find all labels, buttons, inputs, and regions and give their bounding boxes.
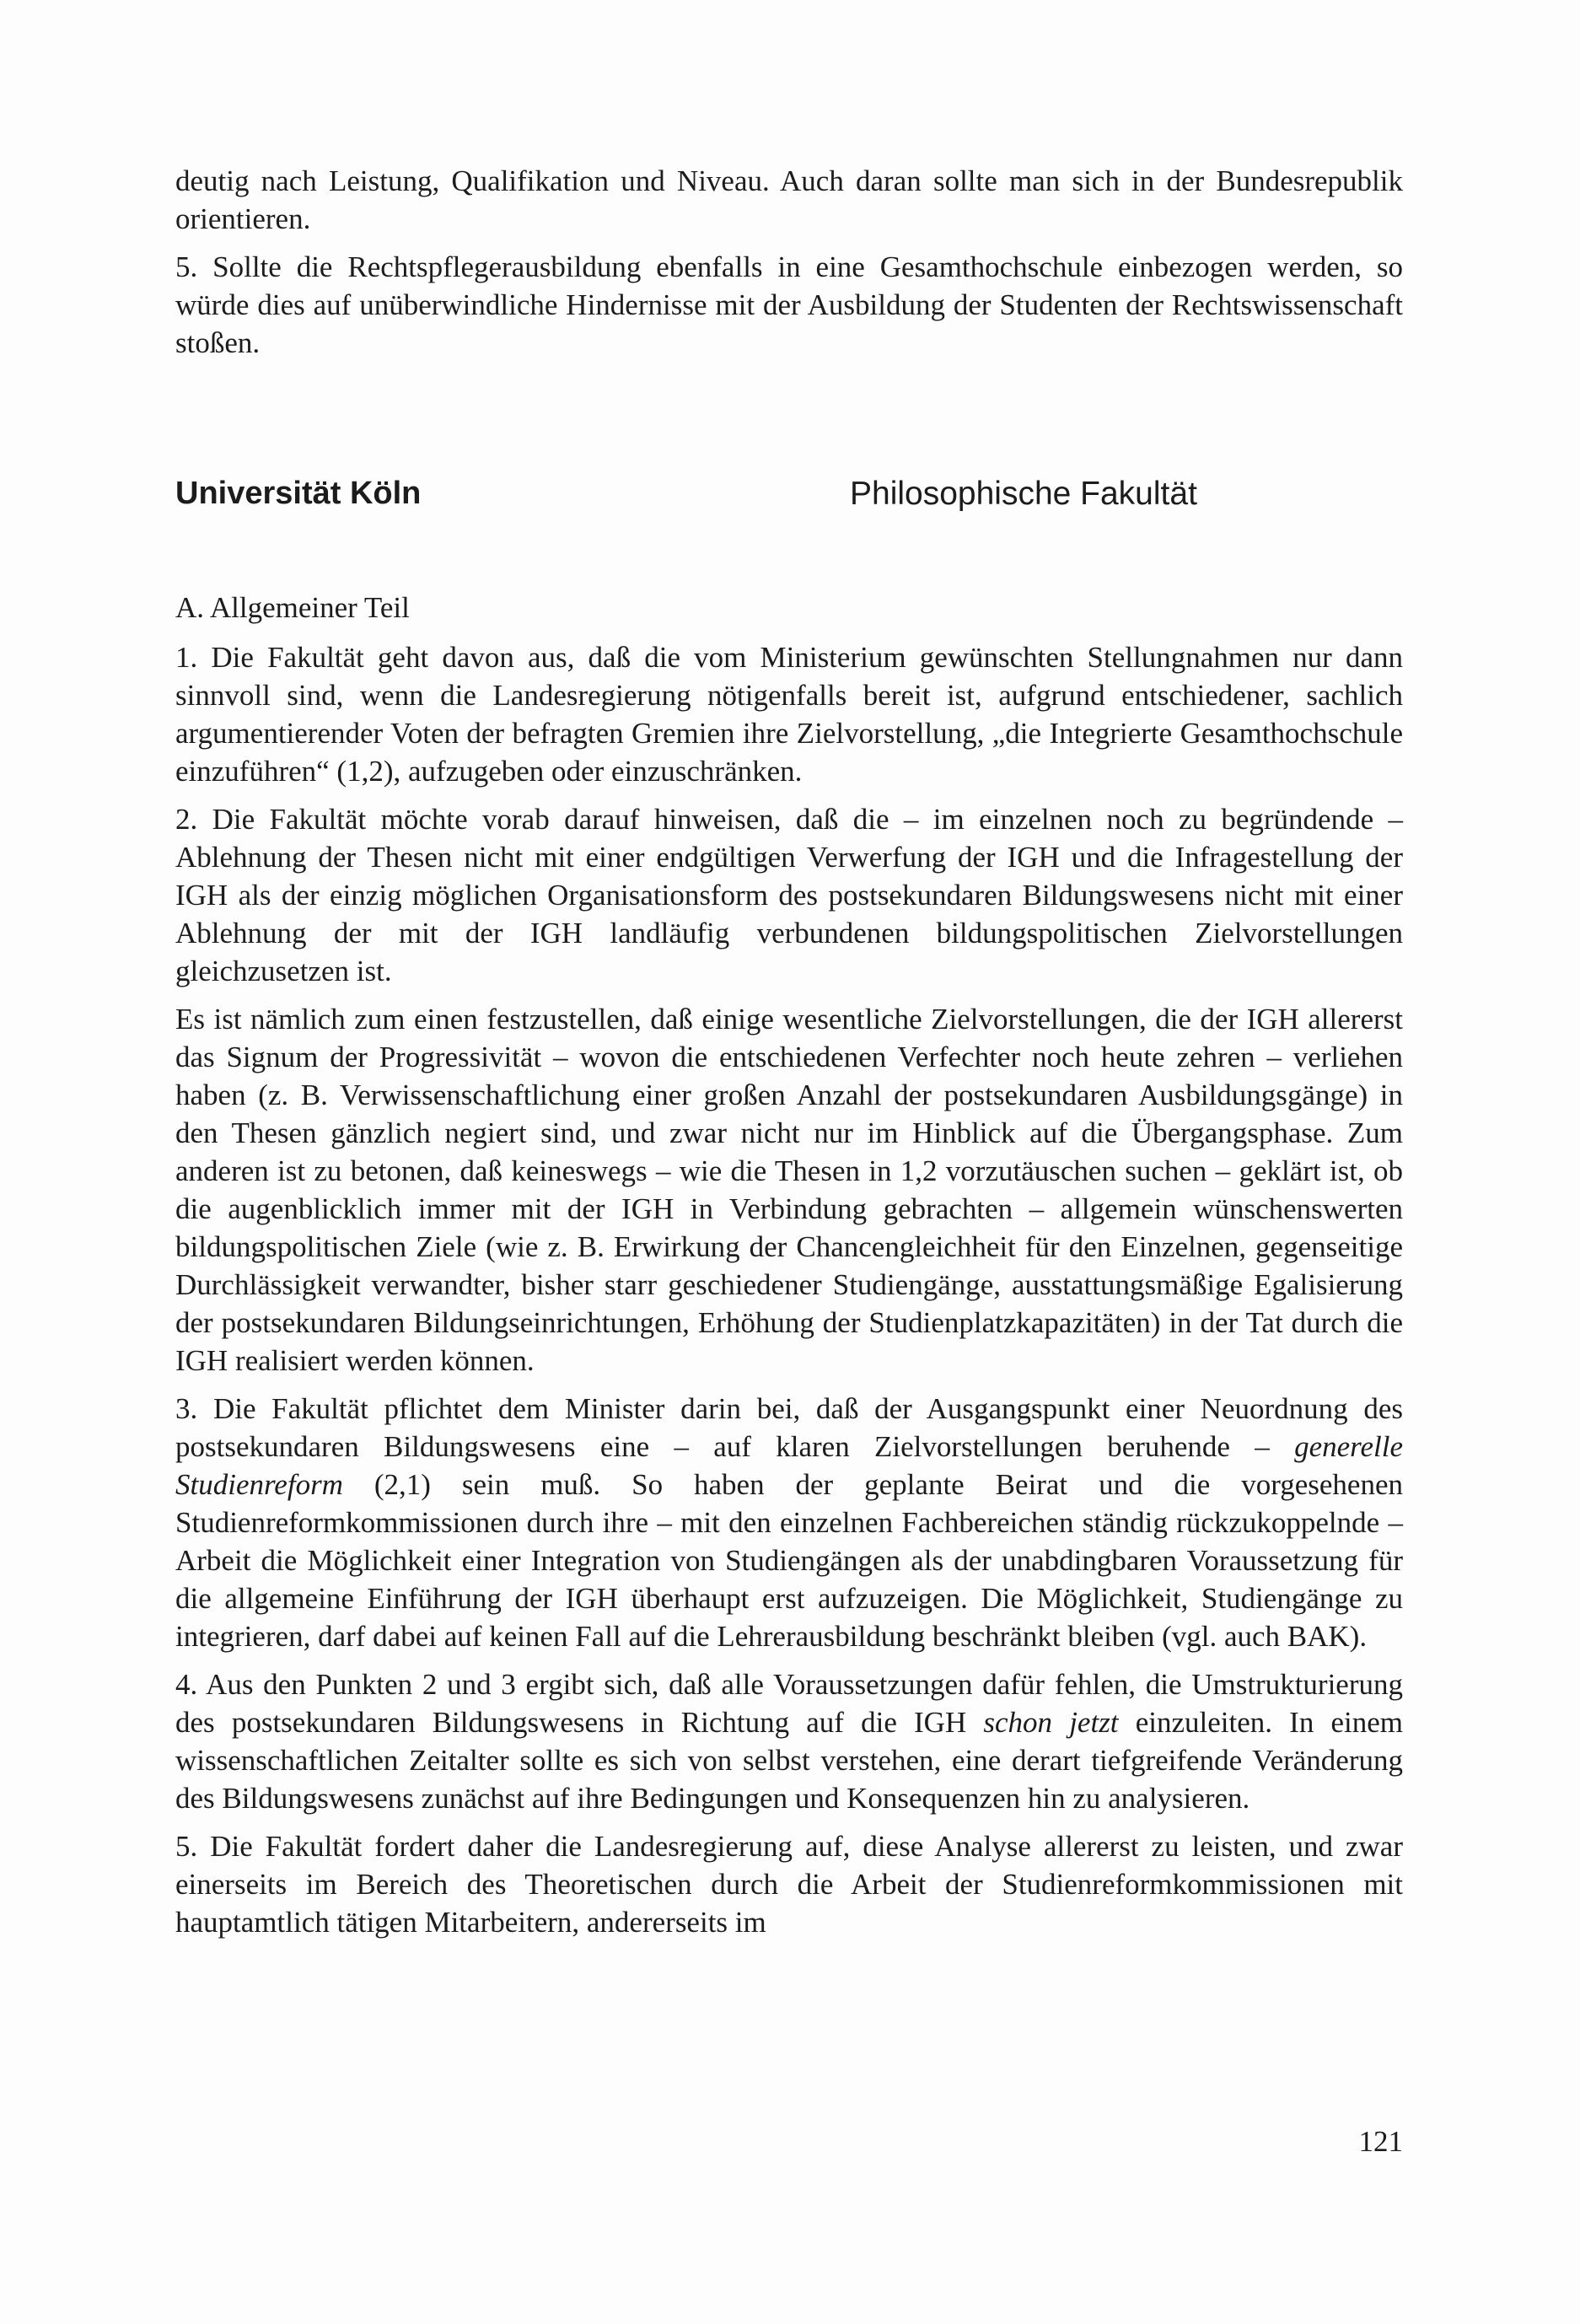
paragraph-3-emphasis: generelle Studienreform	[175, 1430, 1403, 1501]
paragraph-4-part-a: 4. Aus den Punkten 2 und 3 ergibt sich, daß alle Voraussetzungen dafür fehlen, die Umstrukturierung des postsekundaren Bildungswesens in Richtung auf die IGH	[175, 1668, 1403, 1739]
page-number: 121	[1358, 2125, 1403, 2158]
paragraph-point-5: 5. Sollte die Rechtspflegerausbildung ebenfalls in eine Gesamthochschule einbezogen werden, so würde dies auf unüberwindliche Hindernisse mit der Ausbildung der Studenten der Rechtswissenschaft stoßen.	[175, 250, 1403, 359]
paragraph-3-part-a: 3. Die Fakultät pflichtet dem Minister darin bei, daß der Ausgangspunkt einer Neuordnung des postsekundaren Bildungswesens eine – auf klaren Zielvorstellungen beruhende –	[175, 1392, 1403, 1463]
paragraph-2: 2. Die Fakultät möchte vorab darauf hinweisen, daß die – im einzelnen noch zu begründende – Ablehnung der Thesen nicht mit einer endgültigen Verwerfung der IGH und die Infragestellung der IGH als der einzig möglichen Organisationsform des postsekundaren Bildungswesens nicht mit einer Ablehnung der mit der IGH landläufig verbundenen bildungspolitischen Zielvorstellungen gleichzusetzen ist.	[175, 803, 1403, 987]
paragraph-4	[175, 1665, 1403, 1817]
paragraph-3-part-b: (2,1) sein muß. So haben der geplante Beirat und die vorgesehenen Studienreformkommissionen durch ihre – mit den einzelnen Fachbereichen ständig rückzukoppelnde – Arbeit die Möglichkeit einer Integration von Studiengängen als der unabdingbaren Voraussetzung für die allgemeine Einführung der IGH überhaupt erst aufzuzeigen. Die Möglichkeit, Studiengänge zu integrieren, darf dabei auf keinen Fall auf die Lehrerausbildung beschränkt bleiben (vgl. auch BAK).	[175, 1468, 1403, 1653]
main-text-block	[175, 589, 1403, 1951]
paragraph-4-emphasis: schon jetzt	[983, 1706, 1119, 1739]
paragraph-5: 5. Die Fakultät fordert daher die Landesregierung auf, diese Analyse allererst zu leisten, und zwar einerseits im Bereich des Theoretischen durch die Arbeit der Studienreformkommissionen mit hauptamtlich tätigen Mitarbeitern, andererseits im	[175, 1830, 1403, 1939]
paragraph-4-part-b: einzuleiten. In einem wissenschaftlichen Zeitalter sollte es sich von selbst verstehen, eine derart tiefgreifende Veränderung des Bildungswesens zunächst auf ihre Bedingungen und Konsequenzen hin zu analysieren.	[175, 1706, 1403, 1815]
paragraph-continuation: deutig nach Leistung, Qualifikation und Niveau. Auch daran sollte man sich in der Bundesrepublik orientieren.	[175, 164, 1403, 235]
paragraph-3	[175, 1390, 1403, 1655]
paragraph-1: 1. Die Fakultät geht davon aus, daß die vom Ministerium gewünschten Stellungnahmen nur dann sinnvoll sind, wenn die Landesregierung nötigenfalls bereit ist, aufgrund entschiedener, sachlich argumentierender Voten der befragten Gremien ihre Zielvorstellung, „die Integrierte Gesamthochschule einzuführen“ (1,2), aufzugeben oder einzuschränken.	[175, 641, 1403, 788]
faculty-heading: Philosophische Fakultät	[850, 476, 1197, 512]
continued-text-block	[175, 162, 1403, 372]
section-heading	[175, 476, 1403, 526]
university-heading: Universität Köln	[175, 476, 422, 511]
paragraph-2-continued: Es ist nämlich zum einen festzustellen, daß einige wesentliche Zielvorstellungen, die der IGH allererst das Signum der Progressivität – wovon die entschiedenen Verfechter noch heute zehren – verliehen haben (z. B. Verwissenschaftlichung einer großen Anzahl der postsekundaren Ausbildungsgänge) in den Thesen gänzlich negiert sind, und zwar nicht nur im Hinblick auf die Übergangsphase. Zum anderen ist zu betonen, daß keineswegs – wie die Thesen in 1,2 vorzutäuschen suchen – geklärt ist, ob die augenblicklich immer mit der IGH in Verbindung gebrachten – allgemein wünschenswerten bildungspolitischen Ziele (wie z. B. Erwirkung der Chancengleichheit für den Einzelnen, gegenseitige Durchlässigkeit verwandter, bisher starr geschiedener Studiengänge, ausstattungsmäßige Egalisierung der postsekundaren Bildungseinrichtungen, Erhöhung der Studienplatzkapazitäten) in der Tat durch die IGH realisiert werden können.	[175, 1003, 1403, 1377]
section-title: A. Allgemeiner Teil	[175, 591, 410, 624]
